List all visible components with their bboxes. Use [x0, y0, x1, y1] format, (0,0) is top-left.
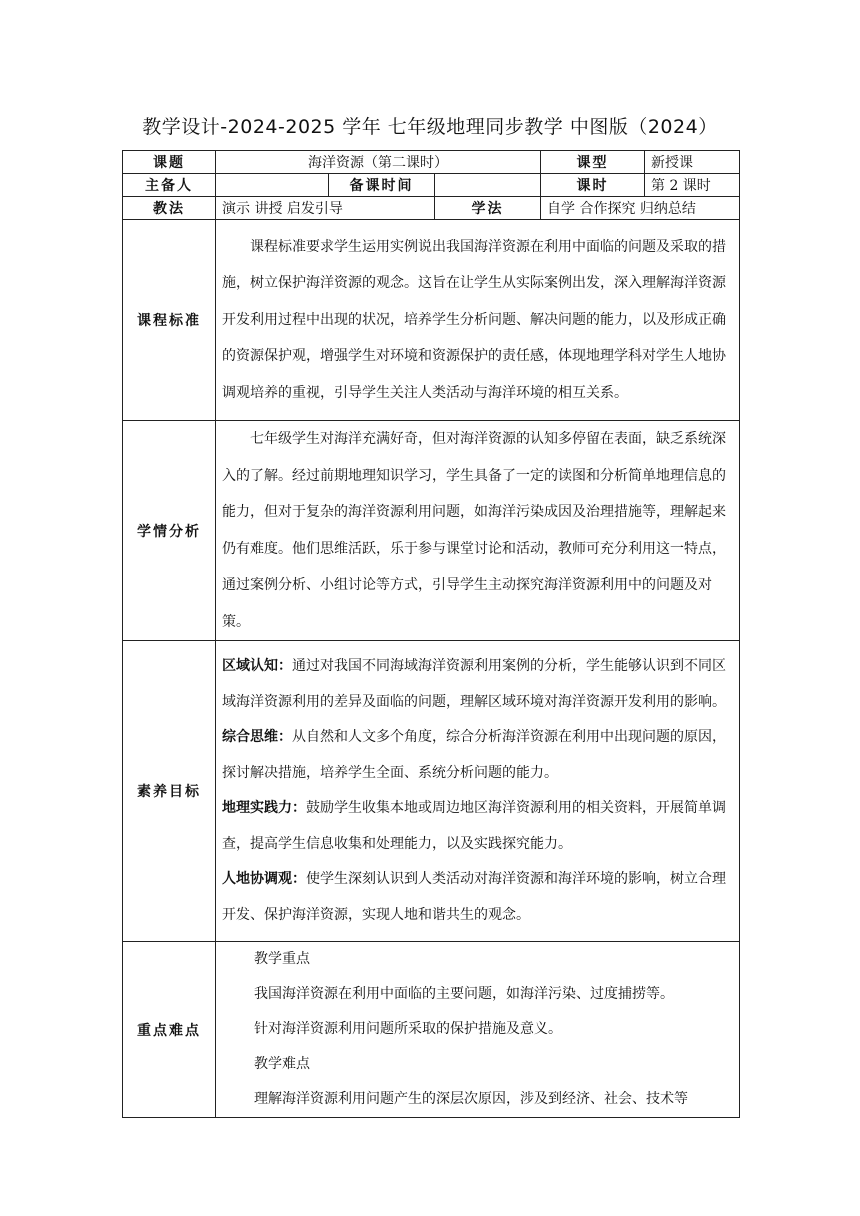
method-row [123, 197, 740, 220]
preparer-value [216, 174, 329, 197]
analysis-row [123, 421, 740, 641]
topic-label: 课题 [123, 151, 216, 174]
analysis-cell [216, 421, 740, 641]
key-title: 教学重点 [254, 951, 310, 967]
literacy-row [123, 641, 740, 942]
goal-harmony-text: 使学生深刻认识到人类活动对海洋资源和海洋环境的影响，树立合理开发、保护海洋资源，实现人地和谐共生的观念。 [222, 871, 726, 923]
standard-row [123, 220, 740, 421]
goal-regional-text: 通过对我国不同海域海洋资源利用案例的分析，学生能够认识到不同区域海洋资源利用的差异及面临的问题，理解区域环境对海洋资源开发利用的影响。 [222, 658, 726, 710]
method-label: 教法 [123, 197, 216, 220]
goal-regional-head: 区域认知： [222, 658, 292, 674]
standard-text: 课程标准要求学生运用实例说出我国海洋资源在利用中面临的问题及采取的措施，树立保护海洋资源的观念。这旨在让学生从实际案例出发，深入理解海洋资源开发利用过程中出现的状况，培养学生分析问题、解决问题的能力，以及形成正确的资源保护观，增强学生对环境和资源保护的责任感，体现地理学科对学生人地协调观培养的重视，引导学生关注人类活动与海洋环境的相互关系。 [222, 238, 726, 401]
period-label: 课时 [541, 174, 645, 197]
topic-value: 海洋资源（第二课时） [216, 151, 541, 174]
type-value: 新授课 [645, 151, 740, 174]
preparer-label: 主备人 [123, 174, 216, 197]
goal-practice-text: 鼓励学生收集本地或周边地区海洋资源利用的相关资料，开展简单调查，提高学生信息收集和处理能力，以及实践探究能力。 [222, 800, 726, 852]
key-points-cell [216, 942, 740, 1118]
goal-harmony-head: 人地协调观： [222, 871, 306, 887]
goal-synthesis-text: 从自然和人文多个角度，综合分析海洋资源在利用中出现问题的原因，探讨解决措施，培养学生全面、系统分析问题的能力。 [222, 729, 726, 781]
key-points-label: 重点难点 [123, 942, 216, 1118]
period-value: 第 2 课时 [645, 174, 740, 197]
type-label: 课型 [541, 151, 645, 174]
document-title: 教学设计-2024-2025 学年 七年级地理同步教学 中图版（2024） [142, 116, 718, 138]
prep-time-label: 备课时间 [329, 174, 435, 197]
goal-harmony [222, 862, 733, 933]
preparer-row [123, 174, 740, 197]
standard-cell [216, 220, 740, 421]
study-label: 学法 [435, 197, 541, 220]
topic-row [123, 151, 740, 174]
analysis-text: 七年级学生对海洋充满好奇，但对海洋资源的认知多停留在表面，缺乏系统深入的了解。经过前期地理知识学习，学生具备了一定的读图和分析简单地理信息的能力，但对于复杂的海洋资源利用问题，如海洋污染成因及治理措施等，理解起来仍有难度。他们思维活跃，乐于参与课堂讨论和活动，教师可充分利用这一特点，通过案例分析、小组讨论等方式，引导学生主动探究海洋资源利用中的问题及对策。 [222, 431, 726, 630]
goal-synthesis [222, 720, 733, 791]
goal-regional [222, 649, 733, 720]
difficult-item-1: 理解海洋资源利用问题产生的深层次原因，涉及到经济、社会、技术等 [254, 1091, 688, 1107]
analysis-label: 学情分析 [123, 421, 216, 641]
method-value: 演示 讲授 启发引导 [216, 197, 435, 220]
key-item-2: 针对海洋资源利用问题所采取的保护措施及意义。 [254, 1021, 562, 1037]
study-value: 自学 合作探究 归纳总结 [541, 197, 740, 220]
lesson-plan-table [122, 150, 740, 1118]
literacy-cell [216, 641, 740, 942]
goal-practice [222, 791, 733, 862]
literacy-label: 素养目标 [123, 641, 216, 942]
difficult-title: 教学难点 [254, 1056, 310, 1072]
key-item-1: 我国海洋资源在利用中面临的主要问题，如海洋污染、过度捕捞等。 [254, 986, 674, 1002]
standard-label: 课程标准 [123, 220, 216, 421]
key-points-row [123, 942, 740, 1118]
goal-practice-head: 地理实践力： [222, 800, 306, 816]
goal-synthesis-head: 综合思维： [222, 729, 292, 745]
prep-time-value [435, 174, 541, 197]
